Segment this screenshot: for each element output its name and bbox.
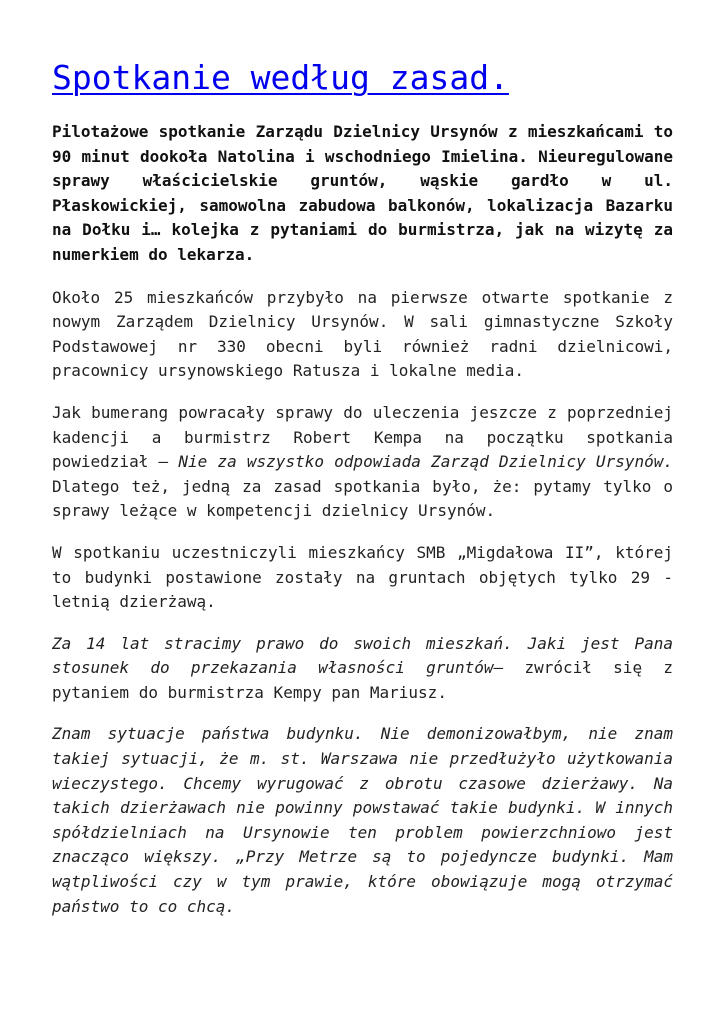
article: [52, 58, 673, 936]
article-title-link[interactable]: Spotkanie według zasad.: [52, 58, 509, 97]
article-lead: Pilotażowe spotkanie Zarządu Dzielnicy Ursynów z mieszkańcami to 90 minut dookoła Natolina i wschodniego Imielina. Nieuregulowane sprawy właścicielskie gruntów, wąskie gardło w ul. Płaskowickiej, samowolna zabudowa balkonów, lokalizacja Bazarku na Dołku i… kolejka z pytaniami do burmistrza, jak na wizytę za numerkiem do lekarza.: [52, 122, 673, 264]
article-title: [52, 58, 673, 98]
paragraph-2-text-start: Jak bumerang powracały sprawy do uleczenia jeszcze z poprzedniej kadencji a burmistrz Robert Kempa na początku spotkania powiedział –: [52, 402, 673, 472]
paragraph-2: [52, 401, 673, 524]
paragraph-5-quote: Znam sytuacje państwa budynku. Nie demonizowałbym, nie znam takiej sytuacji, że m. st. Warszawa nie przedłużyło użytkowania wieczystego. Chcemy wyrugować z obrotu czasowe dzierżawy. Na takich dzierżawach nie powinny powstawać takie budynki. W innych spółdzielniach na Ursynowie ten problem powierzchniowo jest znacząco większy. „Przy Metrze są to pojedyncze budynki. Mam wątpliwości czy w tym prawie, które obowiązuje mogą otrzymać państwo to co chcą.: [52, 724, 673, 916]
paragraph-2-text-end: Dlatego też, jedną za zasad spotkania było, że: pytamy tylko o sprawy leżące w kompetencji dzielnicy Ursynów.: [52, 476, 673, 521]
paragraph-3: W spotkaniu uczestniczyli mieszkańcy SMB „Migdałowa II”, której to budynki postawione zostały na gruntach objętych tylko 29 -letnią dzierżawą.: [52, 542, 673, 612]
paragraph-4-text-end: – zwrócił się z pytaniem do burmistrza Kempy pan Mariusz.: [52, 658, 673, 702]
paragraph-5: [52, 722, 673, 919]
paragraph-4: [52, 632, 673, 706]
paragraph-1: Około 25 mieszkańców przybyło na pierwsze otwarte spotkanie z nowym Zarządem Dzielnicy Ursynów. W sali gimnastyczne Szkoły Podstawowej nr 330 obecni byli również radni dzielnicowi, pracownicy ursynowskiego Ratusza i lokalne media.: [52, 287, 673, 381]
paragraph-2-quote: Nie za wszystko odpowiada Zarząd Dzielnicy Ursynów.: [178, 452, 673, 472]
paragraph-4-quote: Za 14 lat stracimy prawo do swoich mieszkań. Jaki jest Pana stosunek do przekazania własności gruntów: [52, 633, 673, 678]
